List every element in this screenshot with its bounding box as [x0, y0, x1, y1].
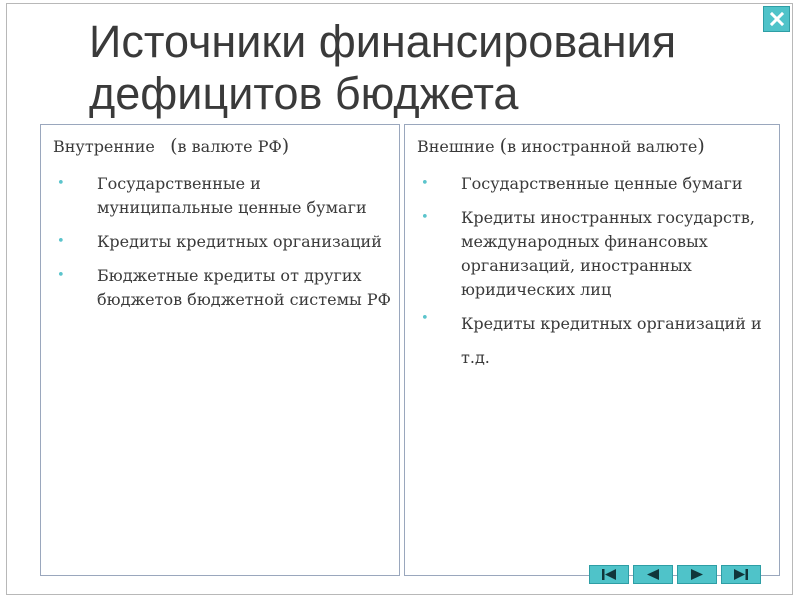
slide-title-line-2: дефицитов бюджета [89, 68, 519, 119]
list-item [417, 307, 779, 375]
internal-sources-header-label: Внутренние [53, 137, 155, 156]
close-icon [770, 12, 784, 26]
external-sources-header [417, 135, 779, 158]
last-slide-icon [732, 568, 750, 581]
next-slide-button[interactable] [677, 565, 717, 584]
close-button[interactable] [763, 6, 790, 32]
external-sources-header-note: в иностранной валюте [507, 137, 698, 156]
next-slide-icon [689, 568, 705, 581]
list-item-text: Кредиты кредитных организаций и т.д. [461, 314, 762, 367]
list-item-text: Государственные ценные бумаги [461, 174, 743, 193]
internal-sources-header-note: в валюте РФ [177, 137, 282, 156]
list-item-text: Бюджетные кредиты от других бюджетов бюджетной системы РФ [97, 266, 391, 309]
bullet-icon: • [421, 176, 429, 191]
list-item [53, 230, 399, 254]
previous-slide-icon [645, 568, 661, 581]
slide-title-line-1: Источники финансирования [89, 16, 677, 67]
first-slide-icon [600, 568, 618, 581]
list-item [417, 172, 779, 196]
internal-sources-list [53, 172, 399, 312]
first-slide-button[interactable] [589, 565, 629, 584]
header-paren-open: ( [499, 135, 508, 157]
previous-slide-button[interactable] [633, 565, 673, 584]
external-sources-header-label: Внешние [417, 137, 495, 156]
bullet-icon: • [57, 268, 65, 283]
slide-title [89, 16, 749, 120]
header-paren-open: ( [170, 135, 178, 157]
external-sources-column [404, 124, 780, 576]
bullet-icon: • [57, 234, 65, 249]
list-item [53, 172, 399, 220]
internal-sources-column [40, 124, 400, 576]
list-item-text: Кредиты кредитных организаций [97, 232, 382, 251]
list-item-text: Государственные и муниципальные ценные бумаги [97, 174, 367, 217]
header-paren-close: ) [281, 135, 290, 157]
bullet-icon: • [421, 210, 429, 225]
slide-navigation [589, 565, 761, 584]
last-slide-button[interactable] [721, 565, 761, 584]
list-item [53, 264, 399, 312]
bullet-icon: • [421, 311, 429, 326]
list-item-text: Кредиты иностранных государств, международных финансовых организаций, иностранных юридических лиц [461, 208, 755, 299]
internal-sources-header [53, 135, 399, 158]
header-paren-close: ) [697, 135, 705, 157]
bullet-icon: • [57, 176, 65, 191]
list-item [417, 206, 779, 302]
external-sources-list [417, 172, 779, 375]
